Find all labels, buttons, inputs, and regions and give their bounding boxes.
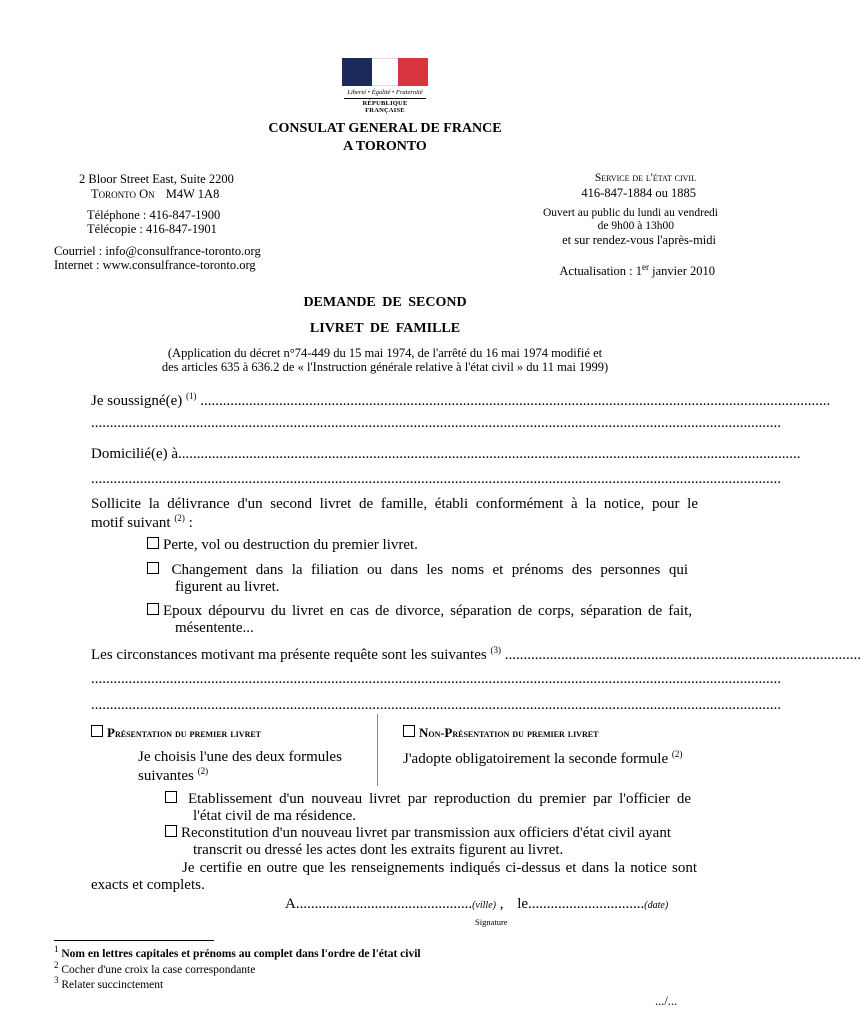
- logo-republic: RÉPUBLIQUE FRANÇAISE: [362, 100, 408, 114]
- column-divider: [377, 714, 378, 786]
- place-field[interactable]: ...............................................: [295, 896, 473, 912]
- option-reconstitution-checkbox[interactable]: [165, 825, 177, 837]
- reason-spouse-line-2: mésentente...: [175, 620, 254, 636]
- non-presentation-text: J'adopte obligatoirement la seconde formule $^{(2)}$: [403, 749, 683, 767]
- request-text-1: Sollicite la délivrance d'un second livret de famille, établi conformément à la notice, pour le: [91, 496, 698, 512]
- non-presentation-option[interactable]: Non-Présentation du premier livret: [403, 725, 598, 741]
- update-date: Actualisation : 1er janvier 2010: [559, 262, 715, 279]
- reason-change[interactable]: Changement dans la filiation ou dans les noms et prénoms des personnes qui: [147, 562, 688, 579]
- logo-motto: Liberté • Égalité • Fraternité: [347, 89, 423, 96]
- address-email: Courriel : info@consulfrance-toronto.org: [54, 244, 261, 258]
- domicile-field-line-2[interactable]: ........................................................................................................................................................................................: [91, 471, 781, 487]
- reason-change-line-2: figurent au livret.: [175, 579, 280, 595]
- consulate-title: CONSULAT GENERAL DE FRANCE: [268, 121, 502, 136]
- address-phone: Téléphone : 416-847-1900: [87, 208, 221, 222]
- consulate-city: A TORONTO: [343, 139, 427, 154]
- footnote-2: $^2$ Cocher d'une croix la case correspondante: [54, 960, 256, 976]
- service-hours-3: et sur rendez-vous l'après-midi: [562, 233, 716, 247]
- reason-spouse-checkbox[interactable]: [147, 603, 159, 615]
- non-presentation-checkbox[interactable]: [403, 725, 415, 737]
- option-reconstitution-line-2: transcrit ou dressé les actes dont les extraits figurent au livret.: [193, 842, 564, 858]
- reason-spouse[interactable]: Epoux dépourvu du livret en cas de divorce, séparation de corps, séparation de fait,: [147, 603, 692, 620]
- form-title-1: DEMANDE DE SECOND: [303, 295, 467, 310]
- option-reproduction-checkbox[interactable]: [165, 791, 177, 803]
- presentation-text-1: Je choisis l'une des deux formules: [138, 749, 342, 765]
- presentation-text-2: suivantes $^{(2)}$: [138, 766, 209, 784]
- service-hours-1: Ouvert au public du lundi au vendredi: [542, 207, 718, 219]
- legal-ref-2: des articles 635 à 636.2 de « l'Instruction générale relative à l'état civil » du 11 mai 1999): [161, 360, 609, 374]
- reason-loss-checkbox[interactable]: [147, 537, 159, 549]
- circumstances-field-line-2[interactable]: ........................................................................................................................................................................................: [91, 671, 781, 687]
- reason-change-checkbox[interactable]: [147, 562, 159, 574]
- footnote-1: $^1$ Nom en lettres capitales et prénoms au complet dans l'ordre de l'état civil: [54, 944, 421, 960]
- presentation-option[interactable]: Présentation du premier livret: [91, 725, 261, 741]
- certify-text-1: Je certifie en outre que les renseignements indiqués ci-dessus et dans la notice sont: [182, 860, 697, 876]
- certify-text-2: exacts et complets.: [91, 877, 205, 893]
- signature-label: Signature: [475, 917, 508, 927]
- address-postal: M4W 1A8: [165, 187, 220, 201]
- option-reproduction-line-2: l'état civil de ma résidence.: [193, 808, 357, 824]
- date-field[interactable]: ...............................: [528, 896, 645, 912]
- address-city-line: [91, 187, 219, 202]
- page-continuation: .../...: [655, 994, 678, 1008]
- address-city: Toronto On: [91, 187, 155, 201]
- address-web: Internet : www.consulfrance-toronto.org: [54, 258, 256, 272]
- undersigned-field[interactable]: Je soussigné(e) $^{(1)}$ ........................................................................................................................................................................: [91, 391, 831, 409]
- service-phone: 416-847-1884 ou 1885: [581, 186, 696, 200]
- option-reproduction[interactable]: Etablissement d'un nouveau livret par reproduction du premier par l'officier de: [165, 791, 691, 808]
- undersigned-field-line-2[interactable]: ........................................................................................................................................................................................: [91, 415, 781, 431]
- footnote-3: $^3$ Relater succinctement: [54, 975, 164, 991]
- presentation-checkbox[interactable]: [91, 725, 103, 737]
- service-hours-2: de 9h00 à 13h00: [597, 220, 674, 232]
- legal-ref-1: (Application du décret n°74-449 du 15 mai 1974, de l'arrêté du 16 mai 1974 modifié et: [167, 346, 603, 360]
- option-reconstitution[interactable]: Reconstitution d'un nouveau livret par transmission aux officiers d'état civil ayant: [165, 825, 671, 842]
- footnote-rule: [54, 940, 214, 941]
- circumstances-field[interactable]: Les circonstances motivant ma présente requête sont les suivantes $^{(3)}$ ...............................................................................................: [91, 645, 861, 663]
- circumstances-field-line-3[interactable]: ........................................................................................................................................................................................: [91, 697, 781, 713]
- service-name: Service de l'état civil: [594, 172, 696, 184]
- form-title-2: LIVRET DE FAMILLE: [309, 321, 461, 336]
- address-fax: Télécopie : 416-847-1901: [87, 222, 217, 236]
- marianne-flag-icon: [342, 58, 428, 86]
- reason-loss[interactable]: Perte, vol ou destruction du premier livret.: [147, 537, 418, 554]
- place-date-line[interactable]: A...............................................(ville) , le...............................(date): [285, 896, 669, 912]
- domicile-field[interactable]: Domicilié(e) à......................................................................................................................................................................: [91, 446, 801, 462]
- address-street: 2 Bloor Street East, Suite 2200: [79, 172, 234, 186]
- request-text-2: motif suivant $^{(2)}$ :: [91, 513, 193, 531]
- republique-francaise-logo: [342, 58, 428, 114]
